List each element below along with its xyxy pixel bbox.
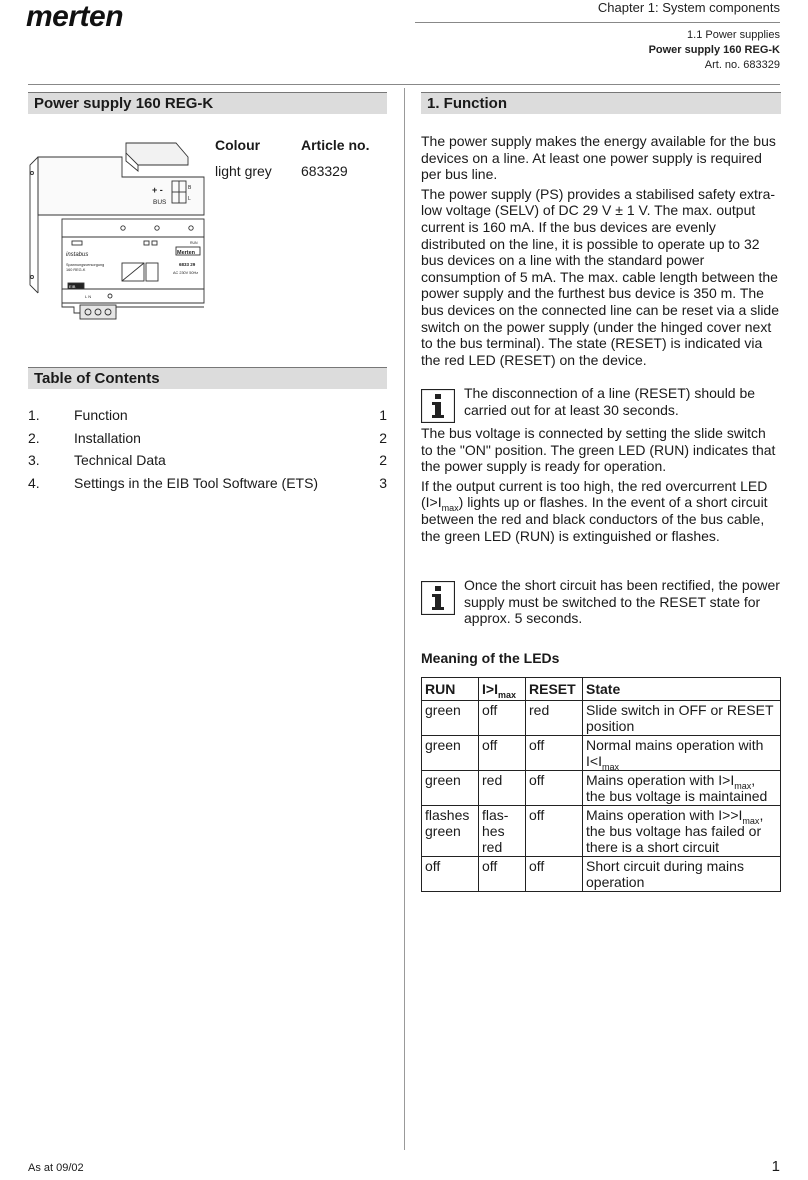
cell-imax: off: [479, 857, 526, 892]
device-illustration: [26, 135, 212, 325]
colour-value: light grey: [215, 163, 272, 179]
cell-imax: red: [479, 771, 526, 806]
toc-page: 2: [379, 452, 387, 468]
toc-label: Technical Data: [74, 452, 166, 468]
article-value: 683329: [301, 163, 348, 179]
note-text: Once the short circuit has been rectified, the power supply must be switched to the RESET state for approx. 5 seconds.: [464, 577, 780, 627]
cell-run: off: [422, 857, 479, 892]
note-short-circuit: [421, 577, 781, 629]
cell-run: green: [422, 771, 479, 806]
cell-imax: off: [479, 736, 526, 771]
cell-state: Mains operation with $I>>I_{max}$, the bus voltage has failed or there is a short circuit: [583, 806, 781, 857]
side-label-l: L: [188, 196, 191, 202]
cell-reset: off: [526, 857, 583, 892]
section-toc: [28, 367, 387, 389]
terminal-labels: L N: [85, 294, 92, 299]
function-text-block-2: [421, 425, 781, 547]
toc-num: 3.: [28, 452, 40, 468]
run-label: RUN: [190, 241, 198, 245]
note-text: The disconnection of a line (RESET) should be carried out for at least 30 seconds.: [464, 385, 756, 418]
instabus-label: instabus: [66, 252, 89, 258]
article-header: Article no.: [301, 137, 370, 153]
toc-item[interactable]: [28, 452, 387, 472]
subsection-title: 1.1 Power supplies: [687, 29, 780, 41]
table-row: [422, 857, 781, 892]
product-title: Power supply 160 REG-K: [648, 44, 780, 56]
table-row: [422, 701, 781, 736]
toc-num: 2.: [28, 430, 40, 446]
leds-table: [421, 677, 781, 892]
toc-title: Table of Contents: [34, 370, 160, 387]
cell-run: green: [422, 736, 479, 771]
cell-run: flashes green: [422, 806, 479, 857]
col-header-state: State: [583, 678, 781, 701]
toc-item[interactable]: [28, 430, 387, 450]
leds-title: Meaning of the LEDs: [421, 650, 560, 666]
info-icon: [421, 389, 455, 423]
info-icon: [421, 581, 455, 615]
brand-label: Merten: [177, 250, 196, 256]
cell-state: Mains operation with $I>I_{max}$, the bus voltage is maintained: [583, 771, 781, 806]
paragraph: The bus voltage is connected by setting the slide switch to the "ON" position. The green LED (RUN) indicates that the power supply is ready for operation.: [421, 425, 776, 475]
toc-label: Function: [74, 407, 128, 423]
colour-header: Colour: [215, 137, 261, 153]
toc-num: 4.: [28, 475, 40, 491]
toc-page: 2: [379, 430, 387, 446]
function-text-block: [421, 133, 781, 371]
device-desc-1: Spannungsversorgung: [66, 263, 105, 267]
table-header-row: [422, 678, 781, 701]
footer-date: As at 09/02: [28, 1162, 84, 1174]
header-rule: [415, 22, 780, 23]
toc-num: 1.: [28, 407, 40, 423]
device-art-no: 6833 29: [179, 262, 196, 267]
article-number: Art. no. 683329: [704, 59, 780, 71]
cell-state: Normal mains operation with $I<I_{max}$: [583, 736, 781, 771]
table-row: [422, 736, 781, 771]
cell-reset: off: [526, 736, 583, 771]
cell-run: green: [422, 701, 479, 736]
header-divider: [28, 84, 780, 85]
device-desc-2: 160 REG-K: [66, 268, 86, 272]
side-label-b: B: [188, 185, 192, 191]
note-reset: [421, 385, 781, 421]
function-title: 1. Function: [427, 95, 507, 112]
paragraph-overcurrent: If the output current is too high, the red overcurrent LED $(I>I_{max})$ lights up or flashes. In the event of a short circuit between the red and black conductors of the bus cable, the green LED (RUN) is extinguished or flashes.: [421, 477, 768, 544]
column-divider: [404, 88, 405, 1150]
section-power-supply: [28, 92, 387, 114]
cell-imax: flas-hes red: [479, 806, 526, 857]
device-voltage: AC 230V 50Hz: [173, 271, 199, 275]
toc-label: Settings in the EIB Tool Software (ETS): [74, 475, 319, 491]
cell-reset: off: [526, 806, 583, 857]
cell-imax: off: [479, 701, 526, 736]
eib-tag: EIB: [69, 284, 76, 289]
cell-reset: red: [526, 701, 583, 736]
paragraph: The power supply (PS) provides a stabilised safety extra-low voltage (SELV) of DC 29 V ± 1 V. The max. output current is 160 mA. If the bus devices are evenly distributed on the line, it is possible to operate up to 32 bus devices on a line with the standard power consumption of 5 mA. The max. cable length between the power supply and the furthest bus device is 350 m. The bus devices on the connected line can be reset via a slide switch on the power supply (under the hinged cover next to the bus terminal). The state (RESET) is indicated via the red LED (RESET) on the device.: [421, 185, 780, 368]
toc-page: 3: [379, 475, 387, 491]
section-title: Power supply 160 REG-K: [34, 95, 214, 112]
table-row: [422, 771, 781, 806]
col-header-run: RUN: [422, 678, 479, 701]
toc-label: Installation: [74, 430, 141, 446]
cell-state: Slide switch in OFF or RESET position: [583, 701, 781, 736]
page-number: 1: [771, 1158, 780, 1175]
toc-item[interactable]: [28, 475, 387, 495]
bus-label: BUS: [153, 199, 167, 206]
col-header-imax: $I>I_{max}$: [479, 678, 526, 701]
toc-item[interactable]: [28, 407, 387, 427]
chapter-title: Chapter 1: System components: [597, 0, 780, 15]
section-function: [421, 92, 781, 114]
cell-state: Short circuit during mains operation: [583, 857, 781, 892]
cell-reset: off: [526, 771, 583, 806]
merten-logo: merten: [26, 0, 124, 33]
bus-plus-minus: + -: [152, 185, 163, 195]
toc-page: 1: [379, 407, 387, 423]
col-header-reset: RESET: [526, 678, 583, 701]
table-row: [422, 806, 781, 857]
paragraph: The power supply makes the energy available for the bus devices on a line. At least one power supply is required per bus line.: [421, 133, 776, 183]
